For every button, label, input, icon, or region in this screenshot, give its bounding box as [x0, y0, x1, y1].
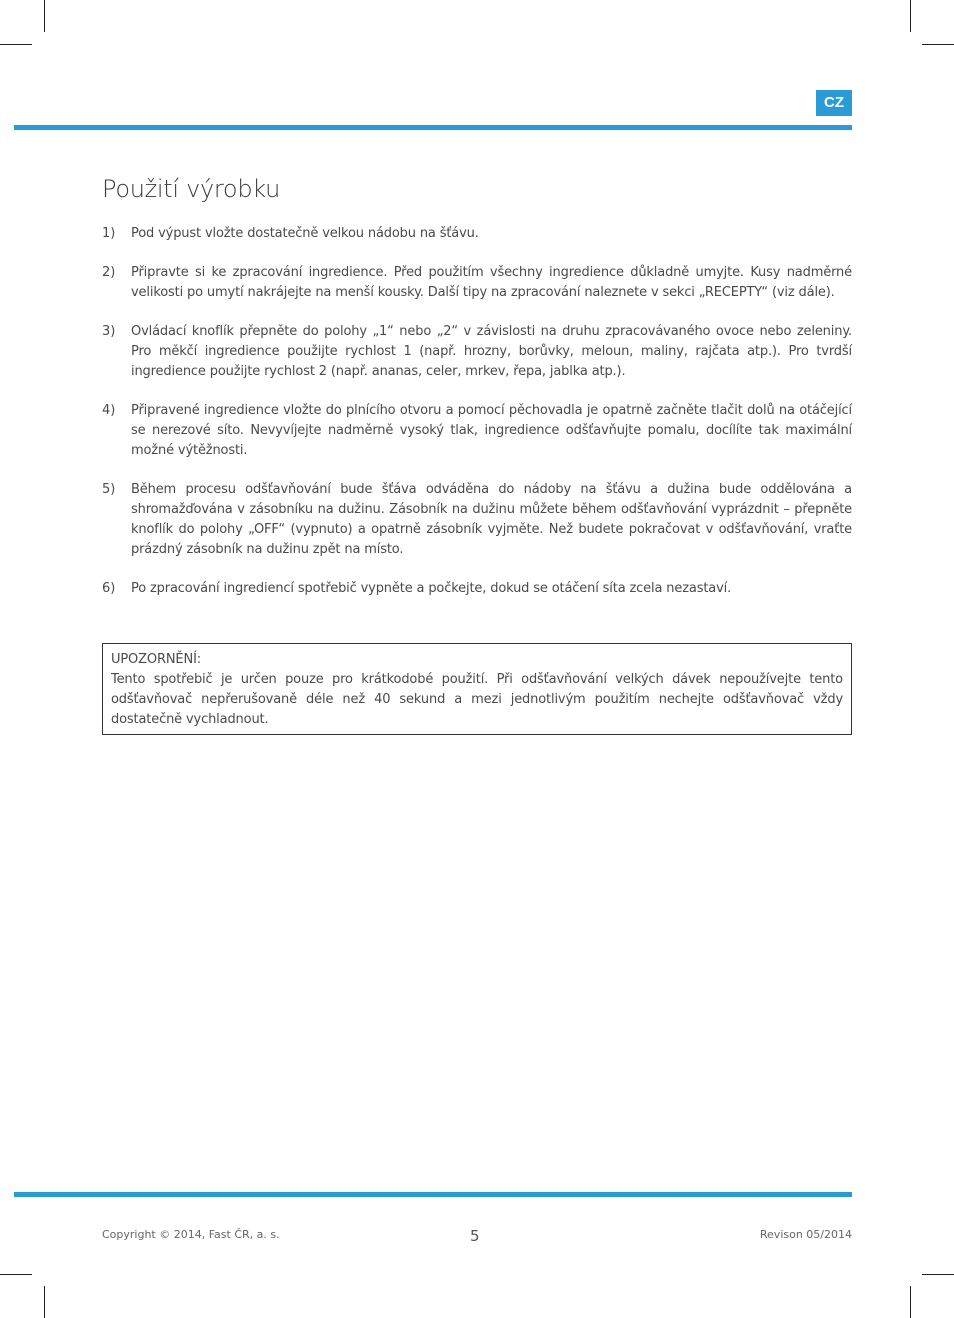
- crop-mark: [910, 1286, 911, 1318]
- step-number: 2): [102, 265, 116, 280]
- crop-mark: [910, 0, 911, 32]
- step-text: Během procesu odšťavňování bude šťáva odváděna do nádoby na šťávu a dužina bude oddělována a shromažďována v zásobníku na dužinu. Zásobník na dužinu můžete během odšťavňování vyprázdnit – přepněte knoflík do polohy „OFF“ (vypnuto) a opatrně zásobník vyjměte. Než budete pokračovat v odšťavňování, vraťte prázdný zásobník na dužinu zpět na místo.: [131, 482, 852, 557]
- footer-revision: Revison 05/2014: [759, 1228, 852, 1241]
- crop-mark: [44, 1286, 45, 1318]
- warning-box: [102, 643, 852, 735]
- header-rule: [14, 125, 852, 130]
- step-number: 6): [102, 581, 116, 596]
- step-number: 1): [102, 226, 116, 241]
- step-number: 5): [102, 482, 116, 497]
- warning-heading: UPOZORNĚNÍ:: [111, 652, 201, 667]
- list-item: [102, 401, 852, 461]
- list-item: [102, 579, 852, 599]
- page-number: 5: [470, 1227, 480, 1245]
- list-item: [102, 224, 852, 244]
- step-number: 3): [102, 324, 116, 339]
- footer-rule: [14, 1192, 852, 1197]
- warning-text: Tento spotřebič je určen pouze pro krátkodobé použití. Při odšťavňování velkých dávek nepoužívejte tento odšťavňovač nepřerušovaně déle než 40 sekund a mezi jednotlivým použitím nechejte odšťavňovač vždy dostatečně vychladnout.: [111, 672, 843, 727]
- crop-mark: [0, 44, 32, 45]
- page-title: Použití výrobku: [102, 175, 281, 203]
- crop-mark: [0, 1274, 32, 1275]
- step-text: Pod výpust vložte dostatečně velkou nádobu na šťávu.: [131, 226, 479, 241]
- step-text: Po zpracování ingrediencí spotřebič vypněte a počkejte, dokud se otáčení síta zcela nezastaví.: [131, 581, 732, 596]
- step-text: Ovládací knoflík přepněte do polohy „1“ nebo „2“ v závislosti na druhu zpracovávaného ovoce nebo zeleniny. Pro měkčí ingredience použijte rychlost 1 (např. hrozny, borůvky, meloun, maliny, rajčata atp.). Pro tvrdší ingredience použijte rychlost 2 (např. ananas, celer, mrkev, řepa, jablka atp.).: [131, 324, 852, 379]
- step-number: 4): [102, 403, 116, 418]
- crop-mark: [922, 1274, 954, 1275]
- list-item: [102, 263, 852, 303]
- list-item: [102, 480, 852, 560]
- steps-list: [102, 224, 852, 618]
- list-item: [102, 322, 852, 382]
- language-badge: CZ: [816, 90, 852, 116]
- footer-copyright: Copyright © 2014, Fast ČR, a. s.: [102, 1228, 280, 1241]
- step-text: Připravte si ke zpracování ingredience. Před použitím všechny ingredience důkladně umyjte. Kusy nadměrné velikosti po umytí nakrájejte na menší kousky. Další tipy na zpracování naleznete v sekci „RECEPTY“ (viz dále).: [131, 265, 852, 300]
- step-text: Připravené ingredience vložte do plnícího otvoru a pomocí pěchovadla je opatrně začněte tlačit dolů na otáčející se nerezové síto. Nevyvíjejte nadměrně vysoký tlak, ingredience odšťavňujte pomalu, docílíte tak maximální možné výtěžnosti.: [131, 403, 852, 458]
- crop-mark: [922, 44, 954, 45]
- crop-mark: [44, 0, 45, 32]
